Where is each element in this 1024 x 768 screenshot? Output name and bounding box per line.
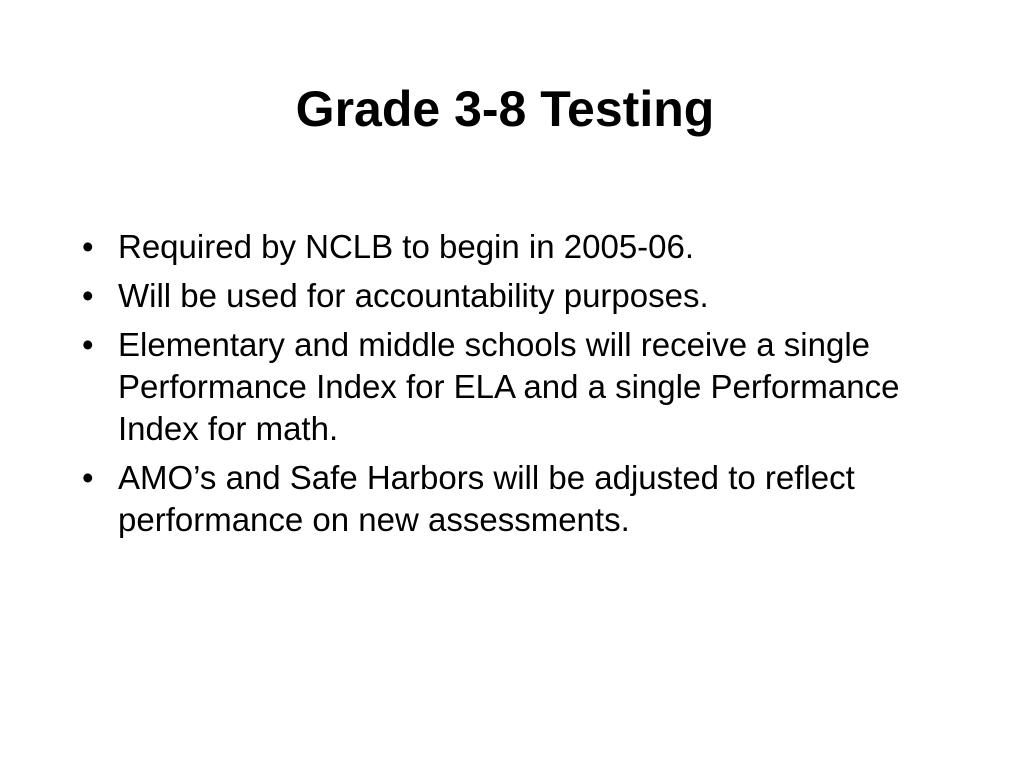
bullet-text: Will be used for accountability purposes. [118,277,709,314]
list-item [82,275,962,317]
bullet-text: Elementary and middle schools will receive a single Performance Index for ELA and a single Performance Index for math. [118,326,900,447]
slide-title: Grade 3-8 Testing [295,81,715,137]
list-item [82,324,962,450]
bullet-text: AMO’s and Safe Harbors will be adjusted to reflect performance on new assessments. [118,459,855,538]
list-item [82,226,962,268]
bullet-icon: • [82,228,94,265]
bullet-icon: • [82,459,94,496]
bullet-list [82,226,962,548]
bullet-icon: • [82,277,94,314]
bullet-icon: • [82,326,94,363]
bullet-text: Required by NCLB to begin in 2005-06. [118,228,695,265]
list-item [82,457,962,541]
